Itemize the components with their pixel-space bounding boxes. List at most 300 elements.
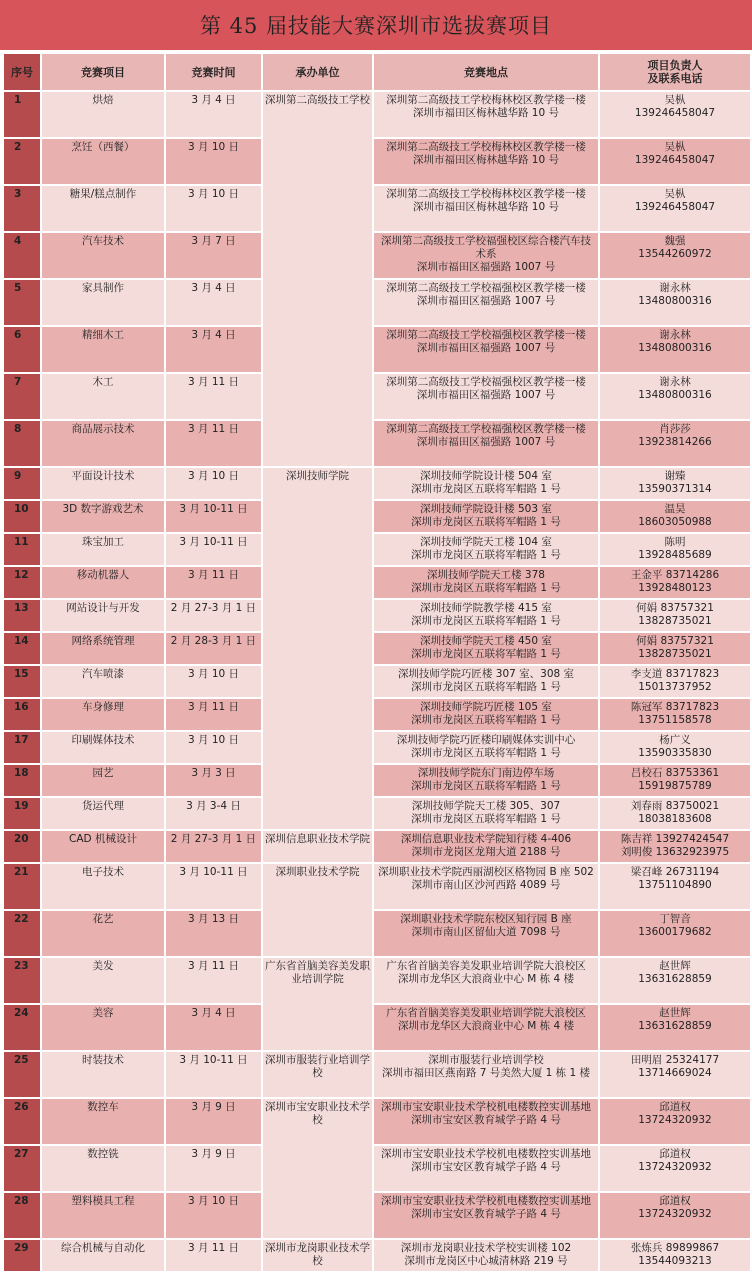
contact-info xyxy=(599,138,751,185)
contact-line: 15919875789 xyxy=(638,780,712,792)
competition-time: 3 月 7 日 xyxy=(165,232,262,279)
place-line: 深圳职业技术学院东校区知行园 B 座 xyxy=(400,913,572,925)
place-line: 深圳市龙岗职业技术学校实训楼 102 xyxy=(400,1242,572,1254)
competition-place xyxy=(373,797,599,830)
place-line: 深圳市龙岗区五联将军帽路 1 号 xyxy=(411,648,561,660)
contact-info xyxy=(599,665,751,698)
contact-line: 田明眉 25324177 xyxy=(630,1054,720,1066)
place-line: 深圳市宝安职业技术学校机电楼数控实训基地 xyxy=(381,1101,591,1113)
contact-info xyxy=(599,185,751,232)
table-row xyxy=(3,500,751,533)
competition-place xyxy=(373,830,599,863)
contact-line: 13724320932 xyxy=(638,1208,712,1220)
row-number: 23 xyxy=(3,957,41,1004)
item-name: 家具制作 xyxy=(41,279,165,326)
competition-place xyxy=(373,1192,599,1239)
place-line: 深圳技师学院设计楼 504 室 xyxy=(420,470,552,482)
contact-info xyxy=(599,731,751,764)
table-row xyxy=(3,632,751,665)
item-name: 电子技术 xyxy=(41,863,165,910)
place-line: 深圳技师学院巧匠楼印刷媒体实训中心 xyxy=(396,734,576,746)
place-line: 深圳市龙岗区五联将军帽路 1 号 xyxy=(411,516,561,528)
row-number: 11 xyxy=(3,533,41,566)
contact-line: 13480800316 xyxy=(638,342,712,354)
place-line: 深圳技师学院教学楼 415 室 xyxy=(420,602,552,614)
table-row xyxy=(3,957,751,1004)
competition-time: 2 月 27-3 月 1 日 xyxy=(165,830,262,863)
place-line: 深圳市龙岗区中心城清林路 219 号 xyxy=(404,1255,568,1267)
contact-info xyxy=(599,500,751,533)
contact-line: 何娟 83757321 xyxy=(636,602,714,614)
host-organization: 深圳职业技术学院 xyxy=(262,863,373,957)
row-number: 28 xyxy=(3,1192,41,1239)
contact-line: 梁召峰 26731194 xyxy=(630,866,720,878)
host-organization: 深圳市龙岗职业技术学校 xyxy=(262,1239,373,1272)
competition-time: 3 月 9 日 xyxy=(165,1098,262,1145)
competition-time: 3 月 10-11 日 xyxy=(165,500,262,533)
contact-info xyxy=(599,420,751,467)
contact-info xyxy=(599,1004,751,1051)
competition-time: 3 月 3-4 日 xyxy=(165,797,262,830)
row-number: 10 xyxy=(3,500,41,533)
competition-time: 3 月 4 日 xyxy=(165,91,262,138)
place-line: 深圳市龙岗区五联将军帽路 1 号 xyxy=(411,747,561,759)
host-organization: 深圳技师学院 xyxy=(262,467,373,830)
contact-line: 何娟 83757321 xyxy=(636,635,714,647)
contact-line: 杨广义 xyxy=(659,734,691,746)
table-row xyxy=(3,665,751,698)
table-row xyxy=(3,1098,751,1145)
competition-place xyxy=(373,373,599,420)
contact-line: 13631628859 xyxy=(638,1020,712,1032)
item-name: 印刷媒体技术 xyxy=(41,731,165,764)
contact-info xyxy=(599,91,751,138)
competition-place xyxy=(373,185,599,232)
contact-line: 赵世辉 xyxy=(659,1007,691,1019)
competition-place xyxy=(373,326,599,373)
competition-place xyxy=(373,1145,599,1192)
competition-place xyxy=(373,1098,599,1145)
place-line: 深圳市龙华区大浪商业中心 M 栋 4 楼 xyxy=(397,973,575,985)
item-name: 平面设计技术 xyxy=(41,467,165,500)
contact-line: 陈明 xyxy=(664,536,686,548)
competition-time: 2 月 27-3 月 1 日 xyxy=(165,599,262,632)
item-name: 货运代理 xyxy=(41,797,165,830)
place-line: 广东省首脑美容美发职业培训学院大浪校区 xyxy=(386,1007,586,1019)
table-row xyxy=(3,764,751,797)
competition-place xyxy=(373,533,599,566)
item-name: 时装技术 xyxy=(41,1051,165,1098)
contact-line: 谢永林 xyxy=(659,282,691,294)
place-line: 深圳技师学院天工楼 450 室 xyxy=(420,635,552,647)
contact-line: 邱道权 xyxy=(659,1101,691,1113)
row-number: 9 xyxy=(3,467,41,500)
item-name: CAD 机械设计 xyxy=(41,830,165,863)
competition-time: 3 月 11 日 xyxy=(165,1239,262,1272)
item-name: 烘焙 xyxy=(41,91,165,138)
contact-info xyxy=(599,326,751,373)
table-row xyxy=(3,863,751,910)
table-row xyxy=(3,420,751,467)
contact-line: 13828735021 xyxy=(638,648,712,660)
table-row xyxy=(3,1239,751,1272)
contact-line: 13924645804​7 xyxy=(634,154,716,166)
competition-place xyxy=(373,279,599,326)
place-line: 深圳市福田区福强路 1007 号 xyxy=(416,389,556,401)
competition-place xyxy=(373,1004,599,1051)
contact-line: 温昊 xyxy=(664,503,686,515)
contact-info xyxy=(599,632,751,665)
contact-info xyxy=(599,373,751,420)
contact-line: 刘明俊 13632923975 xyxy=(620,846,730,858)
competition-place xyxy=(373,957,599,1004)
contact-info xyxy=(599,764,751,797)
contact-info xyxy=(599,957,751,1004)
contact-line: 邱道权 xyxy=(659,1195,691,1207)
contact-line: 13600179682 xyxy=(638,926,712,938)
host-organization: 广东省首脑美容美发职业培训学院 xyxy=(262,957,373,1051)
contact-info xyxy=(599,1192,751,1239)
place-line: 深圳市福田区福强路 1007 号 xyxy=(416,436,556,448)
item-name: 烹饪（西餐） xyxy=(41,138,165,185)
contact-line: 赵世辉 xyxy=(659,960,691,972)
competition-table xyxy=(2,52,752,1273)
item-name: 网络系统管理 xyxy=(41,632,165,665)
place-line: 深圳市南山区留仙大道 7098 号 xyxy=(411,926,561,938)
competition-time: 3 月 11 日 xyxy=(165,566,262,599)
contact-line: 吴枞 xyxy=(664,141,686,153)
header-time: 竞赛时间 xyxy=(165,53,262,91)
place-line: 深圳第二高级技工学校梅林校区教学楼一楼 xyxy=(386,141,586,153)
contact-line: 邱道权 xyxy=(659,1148,691,1160)
contact-line: 陈冠军 83717823 xyxy=(630,701,720,713)
competition-time: 3 月 10 日 xyxy=(165,138,262,185)
contact-info xyxy=(599,533,751,566)
competition-time: 3 月 11 日 xyxy=(165,698,262,731)
contact-line: 18038183608 xyxy=(638,813,712,825)
place-line: 深圳市宝安区教育城学子路 4 号 xyxy=(411,1114,561,1126)
competition-time: 3 月 9 日 xyxy=(165,1145,262,1192)
row-number: 21 xyxy=(3,863,41,910)
item-name: 车身修理 xyxy=(41,698,165,731)
contact-line: 吴枞 xyxy=(664,188,686,200)
place-line: 深圳第二高级技工学校福强校区综合楼汽车技术系 xyxy=(381,235,591,260)
contact-line: 13590335830 xyxy=(638,747,712,759)
contact-info xyxy=(599,1239,751,1272)
row-number: 18 xyxy=(3,764,41,797)
table-row xyxy=(3,566,751,599)
competition-time: 3 月 4 日 xyxy=(165,326,262,373)
place-line: 深圳市龙岗区五联将军帽路 1 号 xyxy=(411,615,561,627)
place-line: 深圳技师学院东门南边停车场 xyxy=(417,767,555,779)
contact-line: 谢臻 xyxy=(664,470,686,482)
place-line: 深圳第二高级技工学校福强校区教学楼一楼 xyxy=(386,329,586,341)
contact-line: 王金平 83714286 xyxy=(630,569,720,581)
place-line: 深圳技师学院巧匠楼 307 室、308 室 xyxy=(397,668,575,680)
table-row xyxy=(3,830,751,863)
place-line: 深圳市龙岗区五联将军帽路 1 号 xyxy=(411,714,561,726)
header-contact xyxy=(599,53,751,91)
contact-line: 13724320932 xyxy=(638,1114,712,1126)
row-number: 29 xyxy=(3,1239,41,1272)
place-line: 深圳市福田区福强路 1007 号 xyxy=(416,295,556,307)
competition-time: 3 月 4 日 xyxy=(165,1004,262,1051)
table-row xyxy=(3,599,751,632)
contact-info xyxy=(599,232,751,279)
contact-line: 吴枞 xyxy=(664,94,686,106)
contact-info xyxy=(599,566,751,599)
row-number: 26 xyxy=(3,1098,41,1145)
item-name: 汽车技术 xyxy=(41,232,165,279)
contact-info xyxy=(599,1145,751,1192)
competition-place xyxy=(373,91,599,138)
contact-line: 肖莎莎 xyxy=(659,423,691,435)
competition-time: 3 月 11 日 xyxy=(165,957,262,1004)
table-row xyxy=(3,1145,751,1192)
contact-line: 15013737952 xyxy=(638,681,712,693)
contact-line: 谢永林 xyxy=(659,329,691,341)
place-line: 深圳市龙华区大浪商业中心 M 栋 4 楼 xyxy=(397,1020,575,1032)
contact-line: 陈吉祥 13927424547 xyxy=(620,833,730,845)
contact-line: 刘春雨 83750021 xyxy=(630,800,720,812)
table-row xyxy=(3,797,751,830)
competition-time: 3 月 10 日 xyxy=(165,731,262,764)
contact-line: 13924645804​7 xyxy=(634,201,716,213)
item-name: 网站设计与开发 xyxy=(41,599,165,632)
row-number: 12 xyxy=(3,566,41,599)
table-row xyxy=(3,698,751,731)
row-number: 19 xyxy=(3,797,41,830)
item-name: 美发 xyxy=(41,957,165,1004)
header-org: 承办单位 xyxy=(262,53,373,91)
competition-place xyxy=(373,764,599,797)
table-row xyxy=(3,1192,751,1239)
competition-time: 3 月 10 日 xyxy=(165,185,262,232)
item-name: 珠宝加工 xyxy=(41,533,165,566)
table-row xyxy=(3,910,751,957)
contact-line: 13928480123 xyxy=(638,582,712,594)
place-line: 深圳市福田区梅林越华路 10 号 xyxy=(412,107,560,119)
place-line: 深圳市福田区梅林越华路 10 号 xyxy=(412,201,560,213)
table-row xyxy=(3,373,751,420)
table-row xyxy=(3,1051,751,1098)
row-number: 4 xyxy=(3,232,41,279)
place-line: 深圳技师学院天工楼 305、307 xyxy=(411,800,561,812)
place-line: 深圳市龙岗区五联将军帽路 1 号 xyxy=(411,813,561,825)
contact-info xyxy=(599,1098,751,1145)
place-line: 深圳市宝安区教育城学子路 4 号 xyxy=(411,1161,561,1173)
contact-line: 13631628859 xyxy=(638,973,712,985)
table-row xyxy=(3,138,751,185)
row-number: 2 xyxy=(3,138,41,185)
row-number: 1 xyxy=(3,91,41,138)
place-line: 深圳市龙岗区五联将军帽路 1 号 xyxy=(411,681,561,693)
competition-time: 2 月 28-3 月 1 日 xyxy=(165,632,262,665)
table-row xyxy=(3,185,751,232)
contact-line: 13544260972 xyxy=(638,248,712,260)
place-line: 深圳市龙岗区五联将军帽路 1 号 xyxy=(411,549,561,561)
item-name: 移动机器人 xyxy=(41,566,165,599)
competition-time: 3 月 11 日 xyxy=(165,373,262,420)
item-name: 数控车 xyxy=(41,1098,165,1145)
table-header-row xyxy=(3,53,751,91)
host-organization: 深圳市宝安职业技术学校 xyxy=(262,1098,373,1239)
place-line: 深圳市南山区沙河西路 4089 号 xyxy=(411,879,561,891)
header-seq: 序号 xyxy=(3,53,41,91)
competition-time: 3 月 10-11 日 xyxy=(165,1051,262,1098)
contact-line: 13590371314 xyxy=(638,483,712,495)
place-line: 深圳技师学院巧匠楼 105 室 xyxy=(420,701,552,713)
place-line: 深圳第二高级技工学校福强校区教学楼一楼 xyxy=(386,376,586,388)
contact-line: 13544093213 xyxy=(638,1255,712,1267)
contact-info xyxy=(599,797,751,830)
place-line: 深圳第二高级技工学校梅林校区教学楼一楼 xyxy=(386,94,586,106)
row-number: 15 xyxy=(3,665,41,698)
table-row xyxy=(3,1004,751,1051)
header-item: 竞赛项目 xyxy=(41,53,165,91)
item-name: 精细木工 xyxy=(41,326,165,373)
competition-place xyxy=(373,420,599,467)
place-line: 深圳市福田区梅林越华路 10 号 xyxy=(412,154,560,166)
row-number: 3 xyxy=(3,185,41,232)
competition-time: 3 月 13 日 xyxy=(165,910,262,957)
host-organization: 深圳信息职业技术学院 xyxy=(262,830,373,863)
place-line: 深圳市宝安区教育城学子路 4 号 xyxy=(411,1208,561,1220)
place-line: 深圳市宝安职业技术学校机电楼数控实训基地 xyxy=(381,1195,591,1207)
competition-place xyxy=(373,698,599,731)
contact-info xyxy=(599,830,751,863)
place-line: 深圳市龙岗区五联将军帽路 1 号 xyxy=(411,780,561,792)
row-number: 25 xyxy=(3,1051,41,1098)
place-line: 深圳第二高级技工学校福强校区教学楼一楼 xyxy=(386,423,586,435)
competition-time: 3 月 3 日 xyxy=(165,764,262,797)
table-row xyxy=(3,467,751,500)
row-number: 14 xyxy=(3,632,41,665)
place-line: 深圳技师学院天工楼 378 xyxy=(427,569,545,581)
row-number: 27 xyxy=(3,1145,41,1192)
row-number: 8 xyxy=(3,420,41,467)
row-number: 24 xyxy=(3,1004,41,1051)
contact-line: 13714669024 xyxy=(638,1067,712,1079)
place-line: 深圳技师学院设计楼 503 室 xyxy=(420,503,552,515)
row-number: 7 xyxy=(3,373,41,420)
competition-place xyxy=(373,863,599,910)
item-name: 美容 xyxy=(41,1004,165,1051)
contact-info xyxy=(599,1051,751,1098)
contact-line: 13480800316 xyxy=(638,295,712,307)
competition-place xyxy=(373,1051,599,1098)
place-line: 深圳市福田区福强路 1007 号 xyxy=(416,261,556,273)
competition-time: 3 月 11 日 xyxy=(165,420,262,467)
row-number: 5 xyxy=(3,279,41,326)
contact-line: 丁智音 xyxy=(659,913,691,925)
table-row xyxy=(3,533,751,566)
row-number: 6 xyxy=(3,326,41,373)
place-line: 深圳市龙岗区五联将军帽路 1 号 xyxy=(411,582,561,594)
item-name: 园艺 xyxy=(41,764,165,797)
row-number: 17 xyxy=(3,731,41,764)
header-place: 竞赛地点 xyxy=(373,53,599,91)
contact-line: 13751158578 xyxy=(638,714,712,726)
competition-place xyxy=(373,910,599,957)
competition-time: 3 月 10 日 xyxy=(165,467,262,500)
item-name: 数控铣 xyxy=(41,1145,165,1192)
row-number: 16 xyxy=(3,698,41,731)
competition-place xyxy=(373,731,599,764)
table-row xyxy=(3,279,751,326)
competition-time: 3 月 4 日 xyxy=(165,279,262,326)
competition-place xyxy=(373,599,599,632)
contact-line: 13923814266 xyxy=(638,436,712,448)
competition-place xyxy=(373,665,599,698)
item-name: 商品展示技术 xyxy=(41,420,165,467)
place-line: 深圳市福田区燕南路 7 号美然大厦 1 栋 1 楼 xyxy=(381,1067,591,1079)
competition-time: 3 月 10 日 xyxy=(165,665,262,698)
contact-line: 李支道 83717823 xyxy=(630,668,720,680)
item-name: 3D 数字游戏艺术 xyxy=(41,500,165,533)
competition-place xyxy=(373,138,599,185)
contact-info xyxy=(599,863,751,910)
contact-info xyxy=(599,698,751,731)
place-line: 深圳第二高级技工学校梅林校区教学楼一楼 xyxy=(386,188,586,200)
competition-time: 3 月 10-11 日 xyxy=(165,533,262,566)
contact-line: 13924645804​7 xyxy=(634,107,716,119)
table-body xyxy=(3,91,751,1272)
host-organization: 深圳第二高级技工学校 xyxy=(262,91,373,467)
contact-line: 张炼兵 89899867 xyxy=(630,1242,720,1254)
place-line: 深圳第二高级技工学校福强校区教学楼一楼 xyxy=(386,282,586,294)
place-line: 深圳技师学院天工楼 104 室 xyxy=(420,536,552,548)
row-number: 13 xyxy=(3,599,41,632)
item-name: 汽车喷漆 xyxy=(41,665,165,698)
place-line: 深圳市龙岗区龙翔大道 2188 号 xyxy=(411,846,561,858)
place-line: 深圳市服装行业培训学校 xyxy=(428,1054,544,1066)
row-number: 22 xyxy=(3,910,41,957)
contact-line: 18603050988 xyxy=(638,516,712,528)
header-contact-line-2: 及联系电话 xyxy=(647,72,703,85)
row-number: 20 xyxy=(3,830,41,863)
table-row xyxy=(3,326,751,373)
place-line: 广东省首脑美容美发职业培训学院大浪校区 xyxy=(386,960,586,972)
contact-line: 吕校石 83753361 xyxy=(630,767,720,779)
contact-info xyxy=(599,467,751,500)
contact-info xyxy=(599,599,751,632)
place-line: 深圳市福田区福强路 1007 号 xyxy=(416,342,556,354)
item-name: 花艺 xyxy=(41,910,165,957)
contact-line: 13751104890 xyxy=(638,879,712,891)
competition-place xyxy=(373,467,599,500)
contact-line: 魏强 xyxy=(664,235,686,247)
competition-time: 3 月 10 日 xyxy=(165,1192,262,1239)
table-row xyxy=(3,232,751,279)
contact-line: 13928485689 xyxy=(638,549,712,561)
place-line: 深圳市宝安职业技术学校机电楼数控实训基地 xyxy=(381,1148,591,1160)
page-title: 第 45 届技能大赛深圳市选拔赛项目 xyxy=(0,0,752,52)
place-line: 深圳市龙岗区五联将军帽路 1 号 xyxy=(411,483,561,495)
item-name: 木工 xyxy=(41,373,165,420)
contact-line: 谢永林 xyxy=(659,376,691,388)
competition-time: 3 月 10-11 日 xyxy=(165,863,262,910)
competition-place xyxy=(373,232,599,279)
competition-place xyxy=(373,632,599,665)
contact-line: 13828735021 xyxy=(638,615,712,627)
item-name: 糖果/糕点制作 xyxy=(41,185,165,232)
table-row xyxy=(3,91,751,138)
header-contact-line-1: 项目负责人 xyxy=(647,59,703,72)
competition-place xyxy=(373,566,599,599)
item-name: 塑料模具工程 xyxy=(41,1192,165,1239)
table-row xyxy=(3,731,751,764)
